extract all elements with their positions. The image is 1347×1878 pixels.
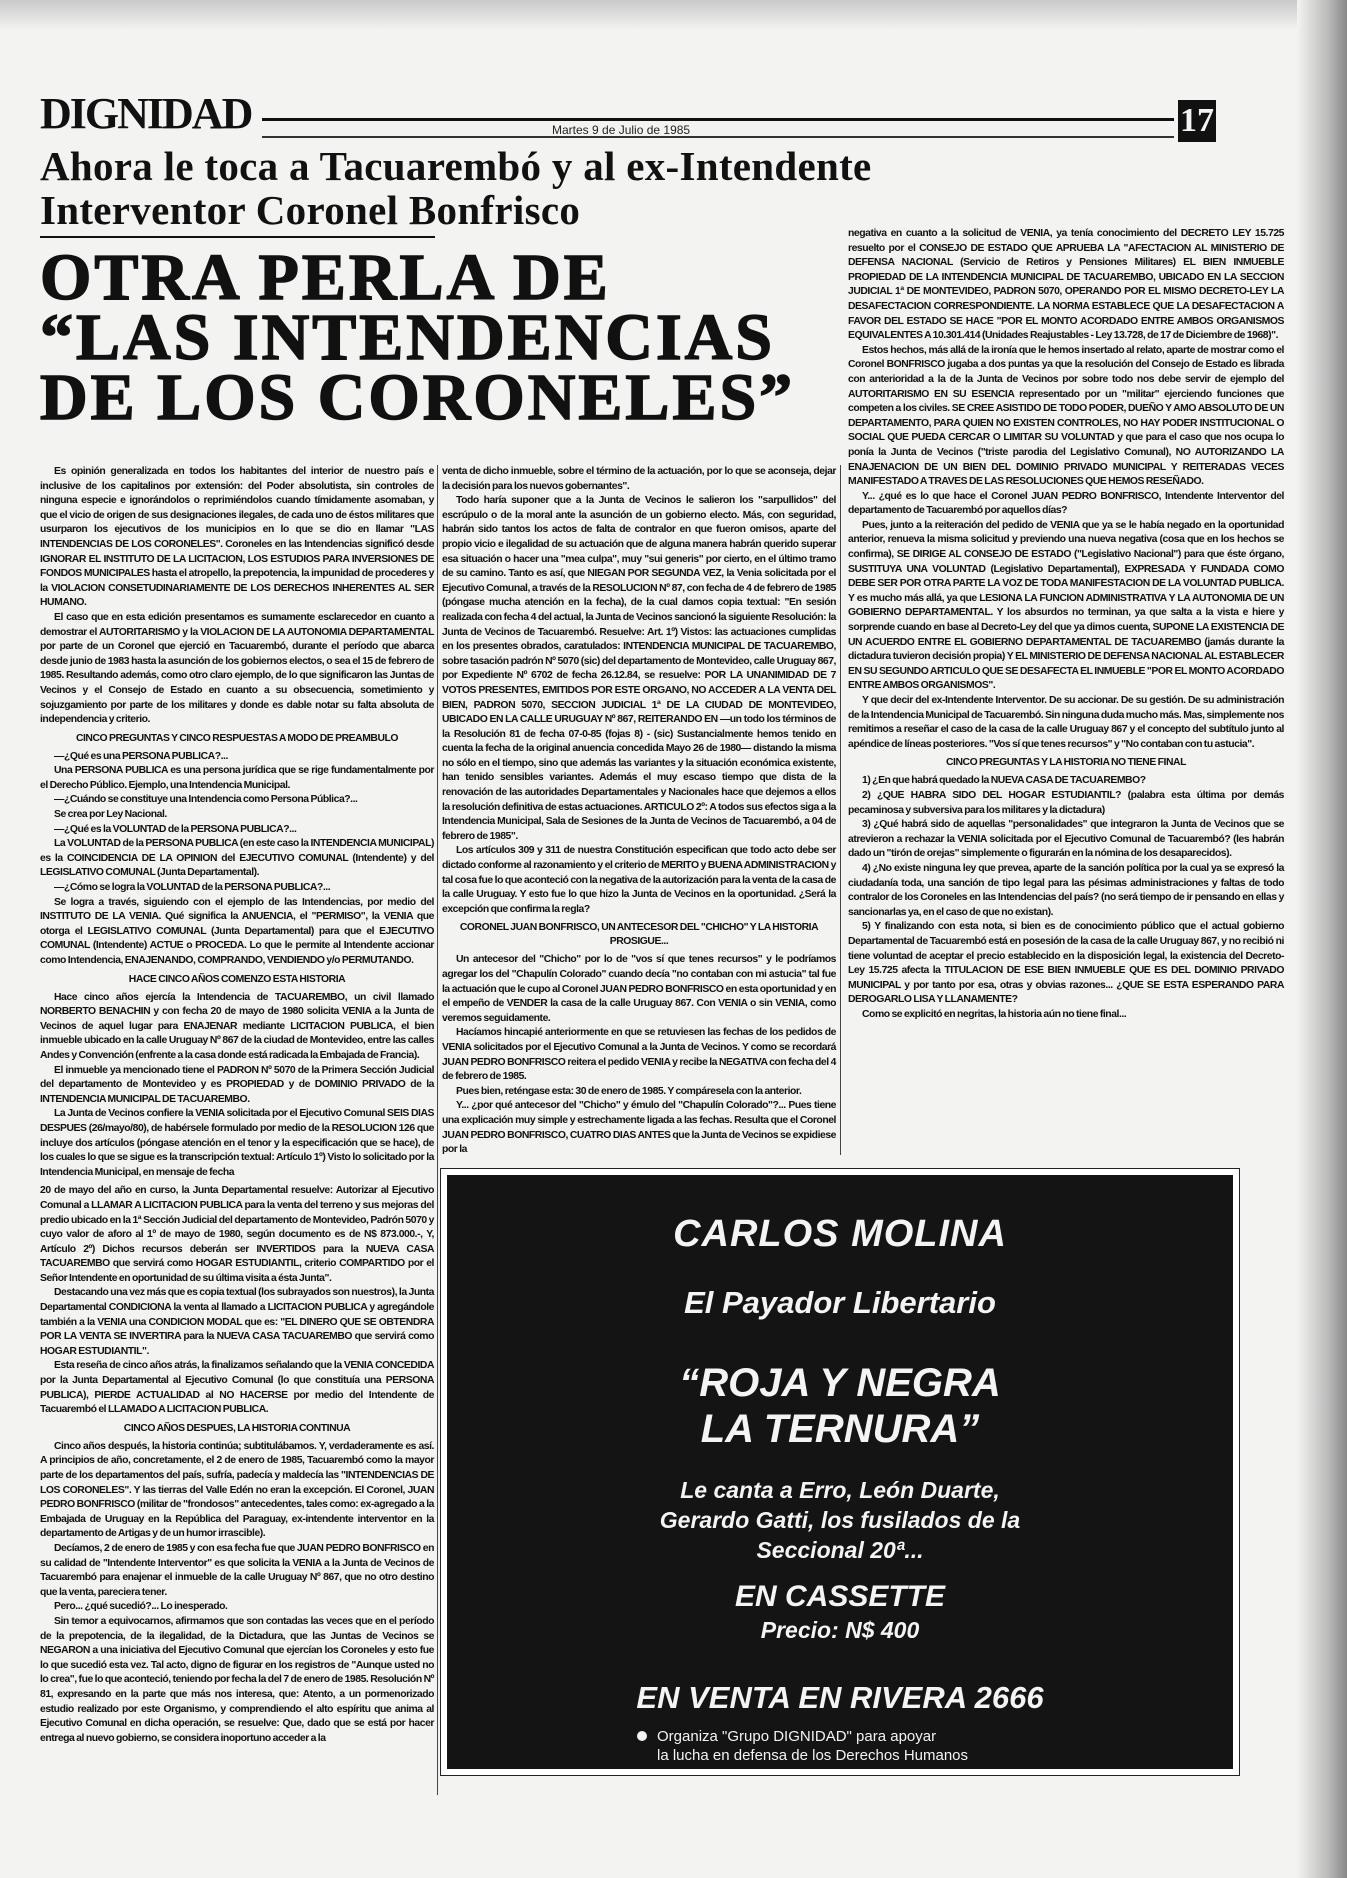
- issue-date: Martes 9 de Julio de 1985: [552, 123, 691, 137]
- paragraph: Destacando una vez más que es copia textual (los subrayados son nuestros), la Junta Departamental CONDICIONA la venta al llamado a LICITACION PUBLICA y agregándole también a la VENIA una CONDICION MODAL que es: "EL DINERO QUE SE OBTENDRA POR LA VENTA SE INVERTIRA para la NUEVA CASA TACUAREMBO que servirá como HOGAR ESTUDIANTIL".: [40, 1287, 434, 1357]
- paragraph: venta de dicho inmueble, sobre el término de la actuación, por lo que se aconseja, dejar la decisión para los nuevos gobernantes".: [442, 466, 836, 492]
- ad-organizer: [637, 1727, 1233, 1765]
- headline-line: DE LOS CORONELES”: [40, 361, 796, 434]
- paragraph: El inmueble ya mencionado tiene el PADRON Nº 5070 de la Primera Sección Judicial del departamento de Montevideo y es PROPIEDAD y de DOMINIO PRIVADO de la INTENDENCIA MUNICIPAL DE TACUAREMBO.: [40, 1064, 434, 1105]
- answer: La VOLUNTAD de la PERSONA PUBLICA (en este caso la INTENDENCIA MUNICIPAL) es la COINCIDENCIA DE LA OPINION del EJECUTIVO COMUNAL (Intendente) y del LEGISLATIVO COMUNAL (Junta Departamental).: [40, 838, 434, 879]
- column-divider: [840, 465, 841, 1155]
- ad-songs: [447, 1475, 1233, 1565]
- question: —¿Qué es una PERSONA PUBLICA?...: [54, 750, 228, 762]
- kicker-line: Interventor Coronel Bonfrisco: [40, 187, 581, 233]
- paragraph: Estos hechos, más allá de la ironía que le hemos insertado al relato, aparte de mostrar como el Coronel BONFRISCO jugaba a dos puntas ya que la resolución del Consejo de Estado es librada con anterioridad a la de la Junta de Vecinos por sobre todo nos debe servir de ejemplo del AUTORITARISMO EN SU ESENCIA representado por un "militar" ejerciendo funciones que competen a los civiles. SE CREE ASISTIDO DE TODO PODER, DUEÑO Y AMO ABSOLUTO DE UN DEPARTAMENTO, PARA QUIEN NO EXISTEN CONTROLES, NO HAY PODER INSTITUCIONAL O SOCIAL QUE PUEDA CERCAR O LIMITAR SU VOLUNTAD y que para el caso que nos ocupa lo ponía la Junta de Vecinos ("triste parodia del Legislativo Comunal), NO AUTORIZANDO LA ENAJENACION DE UN BIEN DEL DOMINIO PRIVADO MUNICIPAL Y REITERADAS VECES MANIFESTADO A TRAVES DE LAS RESOLUCIONES QUE HEMOS RESEÑADO.: [848, 344, 1284, 488]
- section-heading: HACE CINCO AÑOS COMENZO ESTA HISTORIA: [128, 973, 346, 985]
- headline-line: “LAS INTENDENCIAS: [40, 301, 776, 374]
- question-item: 1) ¿En que habrá quedado la NUEVA CASA DE TACUAREMBO?: [862, 775, 1146, 787]
- ad-songs-line: Seccional 20ª...: [756, 1537, 924, 1563]
- ad-format: EN CASSETTE: [734, 1580, 946, 1613]
- answer: Se crea por Ley Nacional.: [54, 809, 167, 821]
- page-number: 17: [1178, 100, 1216, 142]
- paragraph: Sin temor a equivocarnos, afirmamos que son contadas las veces que en el período de la prepotencia, de la ilegalidad, de la Dictadura, que las Juntas de Vecinos se NEGARON a una iniciativa del Ejecutivo Comunal que ejercían los Coroneles y esto fue lo que sucedió esta vez. Tal acto, digno de figurar en los registros de "Aunque usted no lo crea", fue lo que aconteció, teniendo por fecha la del 7 de enero de 1985. Resolución Nº 81, expresando en la parte que más nos interesa, que: Atento, a un pormenorizado estudio realizado por este Organismo, y comprendiendo el alto espíritu que anima al Ejecutivo Comunal en dicha operación, se resuelve: Que, dado que se está por hacer entrega al nuevo gobierno, se considera inoportuno acceder a la: [40, 1615, 434, 1744]
- ad-subtitle: El Payador Libertario: [684, 1285, 996, 1320]
- headline-line: OTRA PERLA DE: [40, 241, 611, 314]
- kicker-line: Ahora le toca a Tacuarembó y al ex-Intendente: [40, 143, 872, 189]
- divider: [40, 236, 435, 238]
- ad-album-line: LA TERNURA”: [700, 1407, 980, 1451]
- paragraph: Es opinión generalizada en todos los habitantes del interior de nuestro país e inclusive de los capitalinos por extensión: del Poder absolutista, sin controles de ninguna especie e ignorándolos o reprimiéndolos cuando tímidamente asomaban, y que el vicio de origen de sus designaciones ilegales, de cada uno de éstos militares que usurparon los ejecutivos de los municipios en lo que se dio en llamar "LAS INTENDENCIAS DE LOS CORONELES". Coroneles en las Intendencias significó desde IGNORAR EL INSTITUTO DE LA LICITACION, LOS ESTUDIOS PARA INVERSIONES DE FONDOS MUNICIPALES hasta el atropello, la prepotencia, la impunidad de procederes y la VIOLACION CONSETUDINARIAMENTE DE LOS DERECHOS INHERENTES AL SER HUMANO.: [40, 466, 434, 609]
- paragraph: Pues, junto a la reiteración del pedido de VENIA que ya se le había negado en la oportunidad anterior, renueva la misma solicitud y previendo una nueva negativa (cosa que en los hechos se confirma), SE DIRIGE AL CONSEJO DE ESTADO ("Legislativo Nacional") para que éste órgano, SUSTITUYA UNA VOLUNTAD (Legislativo Departamental), EXPRESADA Y FUNDADA COMO DEBE SER POR OTRA PARTE LA VOZ DE TODA MANIFESTACION DE LA VOLUNTAD PUBLICA. Y es mucho más allá, ya que LESIONA LA FUNCION ADMINISTRATIVA Y LA AUTONOMIA DE UN GOBIERNO DEPARTAMENTAL. Y los absurdos no terminan, ya que salta a la vista e hiere y sorprende cuando en base al Decreto-Ley del que ya dimos cuenta, SUPONE LA EXISTENCIA DE UN ACUERDO ENTRE EL GOBIERNO DEPARTAMENTAL DE TACUAREMBO (jamás durante la dictadura tuvieron decisión propia) Y EL MINISTERIO DE DEFENSA NACIONAL AL ESTABLECER EN SU SEGUNDO ARTICULO QUE SE DESAFECTA EL INMUEBLE "POR EL MONTO ACORDADO ENTRE AMBOS ORGANISMOS".: [848, 519, 1284, 692]
- paragraph: Los artículos 309 y 311 de nuestra Constitución especifican que todo acto debe ser dictado conforme al razonamiento y el criterio de MERITO y BUENA ADMINISTRACION y tal cosa fue lo que aconteció con la negativa de la autorización para la venta de la casa de la calle Uruguay. Y esto fue lo que hizo la Junta de Vecinos en la oportunidad. ¿Será la excepción que confirma la regla?: [442, 845, 836, 915]
- paragraph: Pero... ¿qué sucedió?... Lo inesperado.: [54, 1601, 228, 1613]
- paragraph: Decíamos, 2 de enero de 1985 y con esa fecha fue que JUAN PEDRO BONFRISCO en su calidad de "Intendente Interventor" es que solicita la VENIA a la Junta de Vecinos de Tacuarembó para enajenar el inmueble de la calle Uruguay Nº 867, que no otro destino que la venta, pareciera tener.: [40, 1542, 434, 1598]
- answer: Una PERSONA PUBLICA es una persona jurídica que se rige fundamentalmente por el Derecho Público. Ejemplo, una Intendencia Municipal.: [40, 765, 434, 791]
- section-heading: CINCO AÑOS DESPUES, LA HISTORIA CONTINUA: [123, 1422, 351, 1434]
- paragraph: Hacíamos hincapié anteriormente en que se retuviesen las fechas de los pedidos de VENIA solicitados por el Ejecutivo Comunal a la Junta de Vecinos. Y como se recordará JUAN PEDRO BONFRISCO reitera el pedido VENIA y recibe la NEGATIVA con fecha del 4 de febrero de 1985.: [442, 1027, 836, 1083]
- ad-songs-line: Le canta a Erro, León Duarte,: [680, 1477, 1000, 1503]
- newspaper-logo: DIGNIDAD: [40, 89, 252, 138]
- paragraph: 20 de mayo del año en curso, la Junta Departamental resuelve: Autorizar al Ejecutivo Comunal a LLAMAR A LICITACION PUBLICA para la venta del terreno y sus mejoras del predio ubicado en la 1ª Sección Judicial del departamento de Montevideo, Padrón 5070 y cuyo valor de aforo al 1º de mayo de 1980, según documento es de N$ 873.000.-, Y, Artículo 2º) Dichos recursos deberán ser INVERTIDOS para la NUEVA CASA TACUAREMBO que servirá como HOGAR ESTUDIANTIL, criterio COMPARTIDO por el Señor Intendente en oportunidad de su última visita a ésta Junta".: [40, 1185, 434, 1284]
- ad-album-title: [447, 1360, 1233, 1452]
- paragraph: Esta reseña de cinco años atrás, la finalizamos señalando que la VENIA CONCEDIDA por la Junta Departamental al Ejecutivo Comunal (lo que constituía una PERSONA PUBLICA), PIERDE ACTUALIDAD al NO HACERSE por medio del Intendente de Tacuarembó el LLAMADO A LICITACION PUBLICA.: [40, 1360, 434, 1416]
- section-heading: CORONEL JUAN BONFRISCO, UN ANTECESOR DEL "CHICHO" Y LA HISTORIA PROSIGUE...: [459, 922, 819, 948]
- question-item: 4) ¿No existe ninguna ley que prevea, aparte de la sanción política por la cual ya se expresó la ciudadanía toda, una sanción de tipo legal para las pésimas administraciones y faltas de todo contralor de los Coroneles en las Intendencias del país? (no será tiempo de ir pensando en ellas y sancionarlas ya, en el caso de que no existan).: [848, 862, 1284, 918]
- question-item: 5) Y finalizando con esta nota, si bien es de conocimiento público que el actual gobierno Departamental de Tacuarembó está en posesión de la casa de la calle Uruguay 867, y no recibió ni tiene voluntad de aceptar el precio establecido en la disposición legal, la existencia del Decreto-Ley 15.725 afecta la TITULACION DE ESE BIEN INMUEBLE QUE ES DEL DOMINIO PRIVADO MUNICIPAL y por tanto por esa, otras y obvias razones... ¿QUE SE ESTA ESPERANDO PARA DEROGARLO LISA Y LLANAMENTE?: [848, 921, 1284, 1006]
- article-column-3: [848, 227, 1284, 1022]
- question: —¿Cuándo se constituye una Intendencia como Persona Pública?...: [54, 794, 358, 806]
- ad-price: Precio: N$ 400: [760, 1617, 920, 1643]
- ad-sale-location: EN VENTA EN RIVERA 2666: [636, 1680, 1044, 1715]
- ad-organizer-line: la lucha en defensa de los Derechos Humanos: [657, 1747, 969, 1764]
- ad-album-line: “ROJA Y NEGRA: [679, 1361, 1001, 1405]
- paragraph: Un antecesor del "Chicho" por lo de "vos sí que tenes recursos" y le podríamos agregar los del "Chapulín Colorado" cuando decía "no contaban con mi astucia" tal fue la actuación que le cupo al Coronel JUAN PEDRO BONFRISCO en esta oportunidad y en el empeño de VENDER la casa de la calle Uruguay 867. Con VENIA o sin VENIA, como veremos seguidamente.: [442, 954, 836, 1024]
- answer: Se logra a través, siguiendo con el ejemplo de las Intendencias, por medio del INSTITUTO DE LA VENIA. Qué significa la ANUENCIA, el "PERMISO", la VENIA que otorga el LEGISLATIVO COMUNAL (Junta Departamental) para que el EJECUTIVO COMUNAL (Intendente) ACTUE o PROCEDA. Lo que le permite al Intendente accionar como Intendencia, ENAJENANDO, COMPRANDO, VENDIENDO y/o PERMUTANDO.: [40, 896, 434, 966]
- paragraph: Hace cinco años ejercía la Intendencia de TACUAREMBO, un civil llamado NORBERTO BENACHIN y con fecha 20 de mayo de 1980 solicita VENIA a la Junta de Vecinos de aquel lugar para ENAJENAR mediante LICITACION PUBLICA, el bien inmueble ubicado en la calle Uruguay Nº 867 de la ciudad de Montevideo, entre las calles Andes y Convención (enfrente a la casa donde está radicada la Embajada de Francia).: [40, 991, 434, 1061]
- question-item: 2) ¿QUE HABRA SIDO DEL HOGAR ESTUDIANTIL? (palabra esta última por demás pecaminosa y subversiva para los militares y la dictadura): [848, 789, 1284, 816]
- masthead-rule: [262, 136, 1174, 138]
- paragraph: Y que decir del ex-Intendente Interventor. De su accionar. De su gestión. De su administración de la Intendencia Municipal de Tacuarembó. Sin ninguna duda mucho más. Mas, simplemente nos remitimos a reseñar el caso de la casa de la calle Uruguay 867 y el concepto del subtítulo junto al apéndice de líneas posteriores. "Vos sí que tenes recursos" y "No contaban con tu astucia".: [848, 695, 1284, 750]
- ad-artist: CARLOS MOLINA: [673, 1213, 1007, 1255]
- masthead-rule: [262, 118, 1174, 121]
- paragraph: Y... ¿qué es lo que hace el Coronel JUAN PEDRO BONFRISCO, Intendente Interventor del departamento de Tacuarembó por aquellos días?: [848, 490, 1284, 517]
- cassette-advertisement: [440, 1168, 1240, 1776]
- paragraph: negativa en cuanto a la solicitud de VENIA, ya tenía conocimiento del DECRETO LEY 15.725 resuelto por el CONSEJO DE ESTADO QUE APRUEBA LA "AFECTACION AL MINISTERIO DE DEFENSA NACIONAL (Servicio de Retiros y Pensiones Militares) EL BIEN INMUEBLE PROPIEDAD DE LA INTENDENCIA MUNICIPAL DE TACUAREMBO, UBICADO EN LA SECCION JUDICIAL 1ª DE MONTEVIDEO, PADRON 5070, OPERANDO POR EL MISMO DECRETO-LEY LA DESAFECTACION CORRESPONDIENTE. LA NORMA ESTABLECE QUE LA DESAFECTACION A FAVOR DEL ESTADO SE HACE "POR EL MONTO ACORDADO ENTRE AMBOS ORGANISMOS EQUIVALENTES A 10.301.414 (Unidades Reajustables - Ley 13.728, de 17 de Diciembre de 1968)".: [848, 228, 1284, 342]
- ad-organizer-line: Organiza "Grupo DIGNIDAD" para apoyar: [657, 1728, 937, 1745]
- ad-songs-line: Gerardo Gatti, los fusilados de la: [659, 1507, 1021, 1533]
- section-heading: CINCO PREGUNTAS Y CINCO RESPUESTAS A MODO DE PREAMBULO: [75, 732, 399, 744]
- question: —¿Qué es la VOLUNTAD de la PERSONA PUBLICA?...: [54, 823, 297, 835]
- paragraph: La Junta de Vecinos confiere la VENIA solicitada por el Ejecutivo Comunal SEIS DIAS DESPUES (26/mayo/80), de habérsele formulado por medio de la RESOLUCION 126 que incluye dos artículos (póngase atención en el tenor y la especificación que se hace), de los cuales lo que se sigue es la transcripción textual: Artículo 1º) Visto lo solicitado por la Intendencia Municipal, en mensaje de fecha: [40, 1108, 434, 1178]
- section-heading: CINCO PREGUNTAS Y LA HISTORIA NO TIENE FINAL: [945, 757, 1187, 769]
- article-column-1: [40, 465, 434, 1746]
- question-item: 3) ¿Qué habrá sido de aquellas "personalidades" que integraron la Junta de Vecinos que se atrevieron a rechazar la VENIA solicitada por el Ejecutivo Comunal de Tacuarembó? (les habrán dado un "tirón de orejas" simplemente o figurarán en la nómina de los desaparecidos).: [848, 819, 1284, 860]
- column-divider: [437, 465, 438, 1795]
- paragraph: Pues bien, reténgase esta: 30 de enero de 1985. Y compáresela con la anterior.: [456, 1085, 802, 1097]
- bullet-icon: [637, 1731, 647, 1741]
- question: —¿Cómo se logra la VOLUNTAD de la PERSONA PUBLICA?...: [54, 882, 331, 894]
- paragraph: Como se explicitó en negritas, la historia aún no tiene final...: [862, 1008, 1127, 1020]
- scan-shadow-top: [0, 0, 1347, 30]
- paragraph: Todo haría suponer que a la Junta de Vecinos le salieron los "sarpullidos" del escrúpulo o de la moral ante la asunción de un gobierno electo. Más, con seguridad, habrán sido tantos los actos de falta de contralor en que fueron omisos, aparte del propio vicio e ilegalidad de su actuación que de alguna manera habrán querido superar esa situación o hacer una "mea culpa", muy "sui generis" por cierto, en el último tramo de su camino. Tanto es así, que NIEGAN POR SEGUNDA VEZ, la Venia solicitada por el Ejecutivo Comunal, a través de la RESOLUCION Nº 87, con fecha de 4 de febrero de 1985 (póngase mucha atención en la fecha), de la cual damos copia textual: "En sesión realizada con fecha 4 del actual, la Junta de Vecinos sancionó la siguiente Resolución: la Junta de Vecinos de Tacuarembó. Resuelve: Art. 1º) Vistos: las actuaciones cumplidas en los presentes obrados, caratulados: INTENDENCIA MUNICIPAL DE TACUAREMBO, sobre tasación padrón Nº 5070 (sic) del departamento de Montevideo, calle Uruguay 867, por Expediente Nº 6702 de fecha 26.12.84, se resuelve: POR LA UNANIMIDAD DE 7 VOTOS PRESENTES, EMITIDOS POR ESTE ORGANO, NO ACCEDER A LA VENTA DEL BIEN, PADRON 5070, SECCION JUDICIAL 1ª DE LA CIUDAD DE MONTEVIDEO, UBICADO EN LA CALLE URUGUAY Nº 867, REITERANDO EN —un todo los términos de la Resolución 81 de fecha 07-0-85 (fojas 8) - (sic) Sustancialmente hemos tenido en cuenta la fecha de la original anuencia concedida Mayo 26 de 1980— distando la misma no sólo en el tiempo, sino que además las variantes y la situación económica existente, han tenido sensibles variantes. Además el muy escaso tiempo que dista de la renovación de las autoridades Departamentales y Nacionales hace que dejemos a ellos la resolución definitiva de estas actuaciones. ARTICULO 2º: A todos sus efectos siga a la Intendencia Municipal, Sala de Sesiones de la Junta de Vecinos de Tacuarembó, a 04 de febrero de 1985".: [442, 495, 836, 842]
- paragraph: Cinco años después, la historia continúa; subtitulábamos. Y, verdaderamente es así. A principios de año, concretamente, el 2 de enero de 1985, Tacuarembó como la mayor parte de los departamentos del país, sufría, padecía y maldecía las "INTENDENCIAS DE LOS CORONELES". Y las tierras del Valle Edén no eran la excepción. El Coronel, JUAN PEDRO BONFRISCO (militar de "frondosos" antecedentes, tales como: ex-agregado a la Embajada de Uruguay en la República del Paraguay, ex-intendente interventor en la departamento de Artigas y de un humor irrascible).: [40, 1440, 434, 1540]
- scan-shadow-right: [1297, 0, 1347, 1878]
- article-column-2: [442, 465, 836, 1158]
- paragraph: El caso que en esta edición presentamos es sumamente esclarecedor en cuanto a demostrar el AUTORITARISMO y la VIOLACION DE LA AUTONOMIA DEPARTAMENTAL por parte de un Coronel que ejerció en Tacuarembó, durante el período que abarca desde junio de 1983 hasta la asunción de los gobiernos electos, o sea el 15 de febrero de 1985. Resultando además, como otro claro ejemplo, de lo que significaron las Juntas de Vecinos y el Consejo de Estado en cuanto a su obsecuencia, sometimiento y sojuzgamiento por parte de los militares y donde es dable notar su falta absoluta de independencia y criterio.: [40, 611, 434, 726]
- paragraph: Y... ¿por qué antecesor del "Chicho" y émulo del "Chapulín Colorado"?... Pues tiene una explicación muy simple y estrechamente ligada a las fechas. Resulta que el Coronel JUAN PEDRO BONFRISCO, CUATRO DIAS ANTES que la Junta de Vecinos se expidiese por la: [442, 1100, 836, 1156]
